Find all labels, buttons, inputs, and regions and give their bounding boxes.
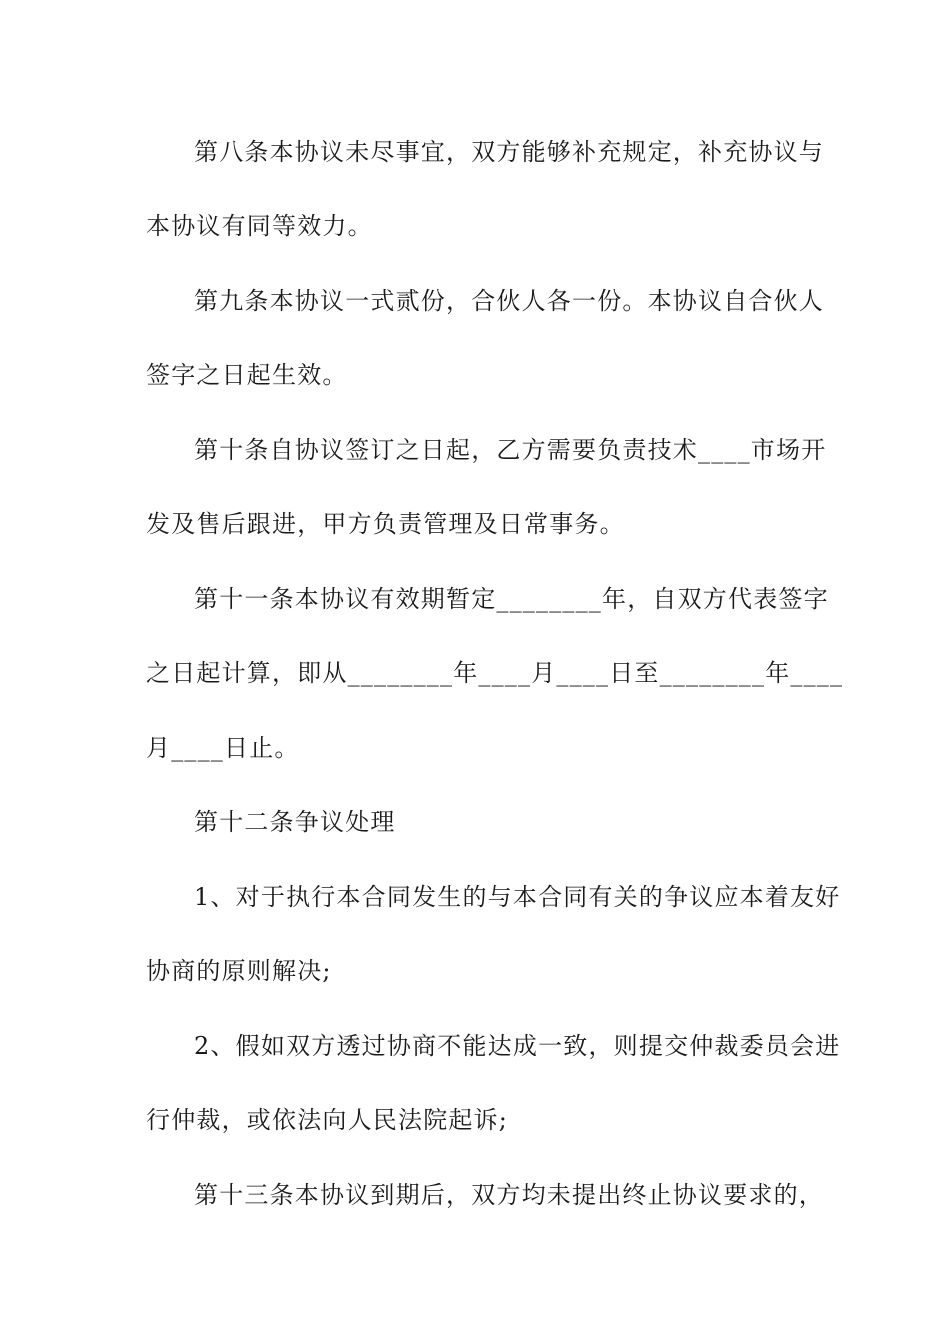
text-line: 第十三条本协议到期后，双方均未提出终止协议要求的， bbox=[194, 1181, 824, 1209]
text-line: 签字之日起生效。 bbox=[146, 361, 348, 389]
text-line: 协商的原则解决; bbox=[146, 957, 332, 985]
text-line: 本协议有同等效力。 bbox=[146, 212, 373, 240]
text-line: 第九条本协议一式贰份，合伙人各一份。本协议自合伙人 bbox=[194, 287, 824, 315]
text-line: 之日起计算，即从________年____月____日至________年____ bbox=[146, 659, 844, 687]
text-line: 发及售后跟进，甲方负责管理及日常事务。 bbox=[146, 510, 625, 538]
text-line: 1、对于执行本合同发生的与本合同有关的争议应本着友好 bbox=[194, 883, 841, 911]
text-line: 月____日止。 bbox=[146, 734, 300, 762]
text-line: 2、假如双方透过协商不能达成一致，则提交仲裁委员会进 bbox=[194, 1032, 841, 1060]
text-line: 行仲裁，或依法向人民法院起诉; bbox=[146, 1106, 509, 1134]
text-line: 第十一条本协议有效期暂定________年，自双方代表签字 bbox=[194, 585, 829, 613]
text-line: 第十条自协议签订之日起，乙方需要负责技术____市场开 bbox=[194, 436, 827, 464]
section-heading: 第十二条争议处理 bbox=[194, 808, 396, 836]
text-line: 第八条本协议未尽事宜，双方能够补充规定，补充协议与 bbox=[194, 138, 824, 166]
